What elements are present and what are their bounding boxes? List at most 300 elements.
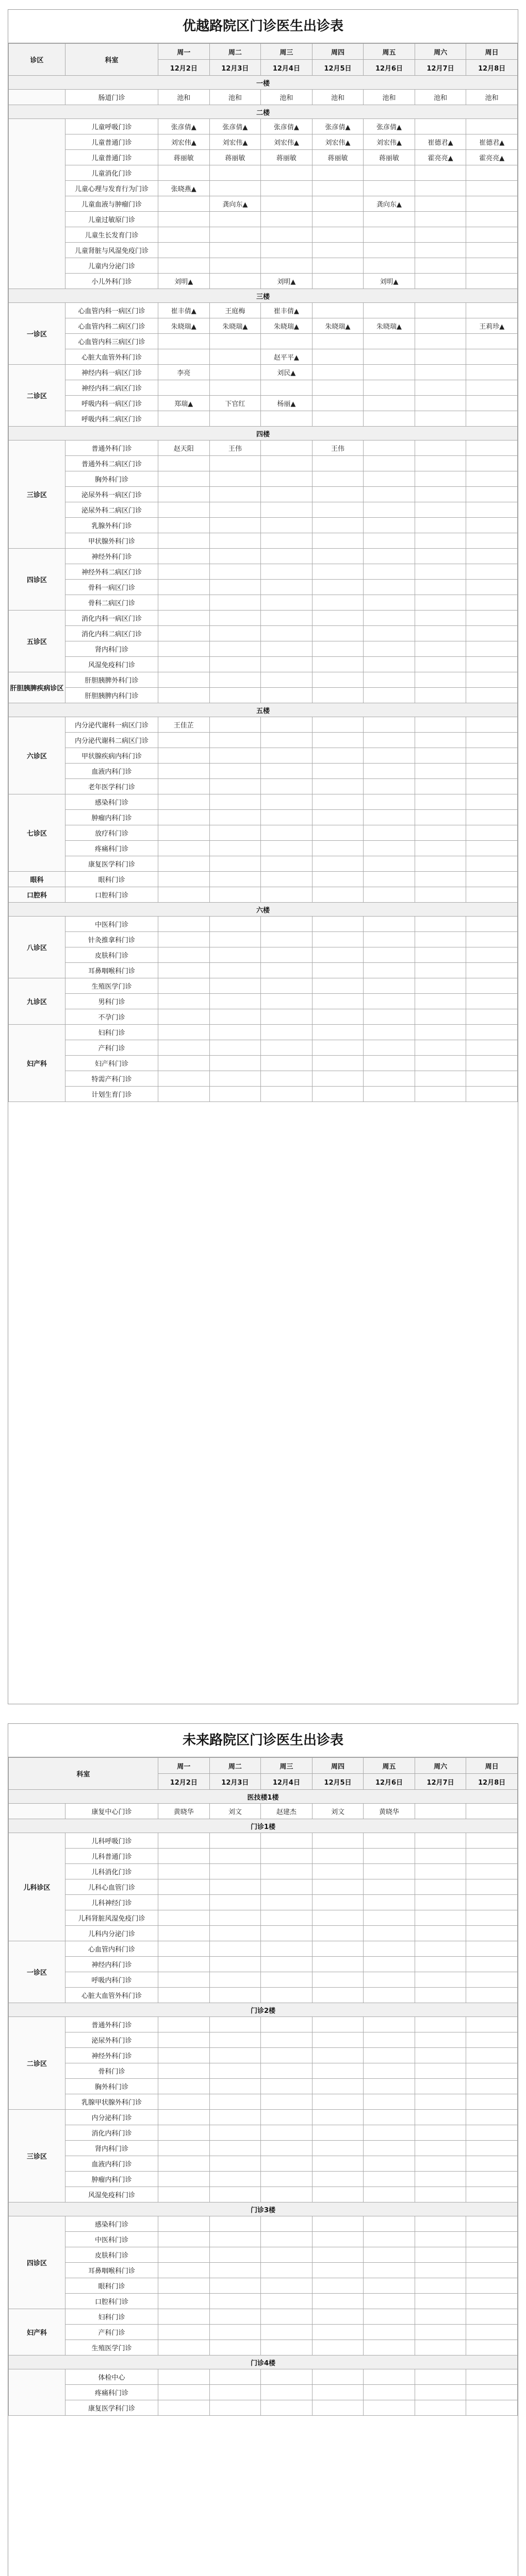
doctor-cell	[415, 303, 466, 318]
doctor-cell	[261, 2141, 313, 2156]
doctor-cell	[312, 487, 364, 502]
doctor-cell	[364, 580, 415, 595]
doctor-cell	[415, 2032, 466, 2048]
table-row	[9, 2079, 518, 2094]
table-row	[9, 456, 518, 471]
doctor-cell	[312, 1087, 364, 1102]
doctor-cell	[261, 471, 313, 487]
table-row	[9, 887, 518, 903]
floor-row	[9, 1819, 518, 1833]
doctor-cell	[158, 227, 210, 243]
doctor-cell	[209, 2048, 261, 2063]
dept-cell: 泌尿外科一病区门诊	[65, 487, 158, 502]
doctor-cell	[466, 1879, 518, 1895]
doctor-cell	[312, 2369, 364, 2385]
doctor-cell	[158, 533, 210, 549]
doctor-cell	[158, 657, 210, 672]
area-cell: 妇产科	[9, 1025, 65, 1102]
doctor-cell	[209, 274, 261, 289]
doctor-cell	[158, 779, 210, 794]
floor-row	[9, 427, 518, 440]
doctor-cell	[364, 1833, 415, 1849]
doctor-cell	[466, 2032, 518, 2048]
doctor-cell	[261, 1972, 313, 1988]
doctor-cell	[312, 2110, 364, 2125]
doctor-cell	[415, 963, 466, 978]
doctor-cell	[261, 856, 313, 872]
doctor-cell	[466, 1849, 518, 1864]
doctor-cell	[209, 2156, 261, 2172]
doctor-cell	[261, 487, 313, 502]
doctor-cell	[415, 2385, 466, 2400]
doctor-cell	[415, 580, 466, 595]
doctor-cell	[364, 595, 415, 611]
doctor-cell	[261, 2369, 313, 2385]
doctor-cell	[466, 334, 518, 349]
doctor-cell	[158, 2309, 210, 2325]
doctor-cell	[312, 227, 364, 243]
doctor-cell	[364, 2232, 415, 2247]
area-cell: 儿科诊区	[9, 1833, 65, 1941]
doctor-cell	[415, 657, 466, 672]
doctor-cell	[415, 748, 466, 764]
doctor-cell	[261, 978, 313, 994]
doctor-cell	[209, 611, 261, 626]
doctor-cell	[415, 334, 466, 349]
dept-cell: 乳腺甲状腺外科门诊	[65, 2094, 158, 2110]
doctor-cell	[261, 825, 313, 841]
doctor-cell	[158, 1056, 210, 1071]
doctor-cell	[209, 2309, 261, 2325]
doctor-cell	[415, 2017, 466, 2032]
table-row	[9, 2094, 518, 2110]
doctor-cell: 崔德君▲	[466, 134, 518, 150]
schedule-body	[9, 76, 518, 1102]
doctor-cell	[415, 1071, 466, 1087]
floor-row	[9, 2003, 518, 2017]
doctor-cell	[209, 471, 261, 487]
table-row	[9, 580, 518, 595]
doctor-cell	[312, 672, 364, 688]
doctor-cell	[466, 1941, 518, 1957]
doctor-cell	[415, 440, 466, 456]
floor-label: 六楼	[9, 903, 518, 917]
doctor-cell	[158, 1957, 210, 1972]
doctor-cell: 霍亮亮▲	[466, 150, 518, 165]
doctor-cell	[415, 349, 466, 365]
doctor-cell	[209, 733, 261, 748]
doctor-cell	[209, 641, 261, 657]
doctor-cell	[312, 196, 364, 212]
doctor-cell	[364, 165, 415, 181]
doctor-cell	[158, 794, 210, 810]
doctor-cell	[364, 181, 415, 196]
doctor-cell	[466, 994, 518, 1009]
doctor-cell	[415, 243, 466, 258]
floor-row	[9, 903, 518, 917]
doctor-cell	[415, 549, 466, 564]
doctor-cell	[364, 611, 415, 626]
doctor-cell	[209, 2294, 261, 2309]
doctor-cell	[466, 825, 518, 841]
header-date: 12月5日	[312, 60, 364, 76]
table-row	[9, 1833, 518, 1849]
doctor-cell	[158, 2325, 210, 2340]
doctor-cell	[312, 872, 364, 887]
dept-cell: 男科门诊	[65, 994, 158, 1009]
floor-row	[9, 703, 518, 717]
doctor-cell	[415, 794, 466, 810]
table-row	[9, 963, 518, 978]
doctor-cell	[261, 380, 313, 396]
header-day: 周三	[261, 44, 313, 60]
doctor-cell	[158, 334, 210, 349]
doctor-cell	[209, 626, 261, 641]
doctor-cell	[261, 595, 313, 611]
doctor-cell	[364, 2294, 415, 2309]
doctor-cell	[261, 1988, 313, 2003]
doctor-cell	[466, 764, 518, 779]
doctor-cell	[312, 2079, 364, 2094]
dept-cell: 肠道门诊	[65, 90, 158, 105]
header-date: 12月2日	[158, 60, 210, 76]
table-row	[9, 274, 518, 289]
dept-cell: 神经外科二病区门诊	[65, 564, 158, 580]
dept-cell: 儿科内分泌门诊	[65, 1926, 158, 1941]
doctor-cell	[261, 641, 313, 657]
doctor-cell	[158, 856, 210, 872]
doctor-cell	[364, 856, 415, 872]
doctor-cell	[209, 794, 261, 810]
doctor-cell	[261, 243, 313, 258]
doctor-cell	[209, 365, 261, 380]
dept-cell: 老年医学科门诊	[65, 779, 158, 794]
doctor-cell	[364, 1087, 415, 1102]
doctor-cell	[415, 2048, 466, 2063]
header-date: 12月4日	[261, 60, 313, 76]
doctor-cell	[466, 2325, 518, 2340]
doctor-cell	[158, 456, 210, 471]
doctor-cell	[415, 1009, 466, 1025]
doctor-cell	[209, 1025, 261, 1040]
doctor-cell	[415, 1910, 466, 1926]
doctor-cell	[158, 471, 210, 487]
doctor-cell	[415, 764, 466, 779]
doctor-cell	[158, 2094, 210, 2110]
floor-row	[9, 1790, 518, 1804]
doctor-cell	[415, 994, 466, 1009]
dept-cell: 口腔科门诊	[65, 2294, 158, 2309]
doctor-cell	[209, 533, 261, 549]
doctor-cell	[209, 595, 261, 611]
area-cell: 眼科	[9, 872, 65, 887]
area-cell: 妇产科	[9, 2309, 65, 2355]
doctor-cell	[466, 1988, 518, 2003]
doctor-cell	[261, 2309, 313, 2325]
dept-cell: 儿童血液与肿瘤门诊	[65, 196, 158, 212]
table-row	[9, 1941, 518, 1957]
doctor-cell	[209, 227, 261, 243]
doctor-cell: 刘宏伟▲	[209, 134, 261, 150]
doctor-cell	[209, 2017, 261, 2032]
doctor-cell	[209, 1910, 261, 1926]
doctor-cell	[261, 947, 313, 963]
table-row	[9, 672, 518, 688]
doctor-cell	[364, 549, 415, 564]
table-row	[9, 196, 518, 212]
doctor-cell	[209, 672, 261, 688]
header-dept: 科室	[9, 1758, 158, 1790]
dept-cell: 神经内科门诊	[65, 1957, 158, 1972]
doctor-cell: 崔丰倩▲	[261, 303, 313, 318]
doctor-cell	[261, 611, 313, 626]
dept-cell: 儿童过敏原门诊	[65, 212, 158, 227]
doctor-cell	[158, 595, 210, 611]
doctor-cell	[209, 917, 261, 932]
doctor-cell	[209, 2247, 261, 2263]
doctor-cell	[466, 2232, 518, 2247]
doctor-cell	[261, 2172, 313, 2187]
doctor-cell	[364, 1879, 415, 1895]
doctor-cell	[261, 994, 313, 1009]
doctor-cell	[312, 2187, 364, 2202]
doctor-cell	[312, 181, 364, 196]
doctor-cell	[466, 580, 518, 595]
doctor-cell	[312, 2172, 364, 2187]
doctor-cell	[466, 779, 518, 794]
doctor-cell	[415, 365, 466, 380]
doctor-cell	[312, 1957, 364, 1972]
header-row-days	[9, 1758, 518, 1774]
doctor-cell	[466, 274, 518, 289]
doctor-cell	[261, 196, 313, 212]
doctor-cell	[312, 657, 364, 672]
doctor-cell	[209, 1941, 261, 1957]
table-row	[9, 733, 518, 748]
doctor-cell	[466, 2079, 518, 2094]
doctor-cell	[312, 1025, 364, 1040]
doctor-cell	[312, 2232, 364, 2247]
doctor-cell	[466, 794, 518, 810]
area-cell: 二诊区	[9, 365, 65, 427]
doctor-cell	[158, 2017, 210, 2032]
dept-cell: 神经外科门诊	[65, 549, 158, 564]
doctor-cell	[415, 1941, 466, 1957]
doctor-cell	[261, 1009, 313, 1025]
doctor-cell	[415, 947, 466, 963]
dept-cell: 内分泌科门诊	[65, 2110, 158, 2125]
doctor-cell	[261, 733, 313, 748]
doctor-cell	[415, 688, 466, 703]
table-row	[9, 611, 518, 626]
header-day: 周六	[415, 1758, 466, 1774]
doctor-cell	[466, 2141, 518, 2156]
doctor-cell	[466, 502, 518, 518]
doctor-cell	[209, 518, 261, 533]
dept-cell: 不孕门诊	[65, 1009, 158, 1025]
doctor-cell	[158, 1988, 210, 2003]
doctor-cell	[415, 1879, 466, 1895]
doctor-cell	[158, 1941, 210, 1957]
doctor-cell	[466, 595, 518, 611]
table-row	[9, 471, 518, 487]
doctor-cell	[466, 471, 518, 487]
doctor-cell	[209, 549, 261, 564]
doctor-cell	[364, 947, 415, 963]
doctor-cell	[209, 1957, 261, 1972]
table-row	[9, 595, 518, 611]
doctor-cell: 龚向东▲	[209, 196, 261, 212]
table-row	[9, 2032, 518, 2048]
doctor-cell	[364, 1849, 415, 1864]
dept-cell: 心脏大血管外科门诊	[65, 349, 158, 365]
dept-cell: 儿科神经门诊	[65, 1895, 158, 1910]
doctor-cell	[415, 2156, 466, 2172]
doctor-cell	[466, 2172, 518, 2187]
table-row	[9, 2172, 518, 2187]
doctor-cell	[158, 641, 210, 657]
doctor-cell	[466, 2048, 518, 2063]
doctor-cell	[415, 2110, 466, 2125]
doctor-cell	[209, 2369, 261, 2385]
doctor-cell	[158, 1071, 210, 1087]
doctor-cell	[415, 165, 466, 181]
doctor-cell	[261, 1056, 313, 1071]
doctor-cell	[158, 1849, 210, 1864]
table-row	[9, 2278, 518, 2294]
header-day: 周一	[158, 44, 210, 60]
doctor-cell	[466, 887, 518, 903]
doctor-cell	[209, 411, 261, 427]
doctor-cell	[209, 564, 261, 580]
doctor-cell	[158, 994, 210, 1009]
doctor-cell	[261, 1957, 313, 1972]
doctor-cell	[364, 1025, 415, 1040]
doctor-cell	[209, 2079, 261, 2094]
doctor-cell	[312, 1879, 364, 1895]
header-day: 周四	[312, 44, 364, 60]
doctor-cell	[466, 456, 518, 471]
doctor-cell	[364, 733, 415, 748]
dept-cell: 泌尿外科门诊	[65, 2032, 158, 2048]
dept-cell: 消化内科一病区门诊	[65, 611, 158, 626]
doctor-cell	[209, 258, 261, 274]
doctor-cell	[364, 564, 415, 580]
dept-cell: 肿瘤内科门诊	[65, 810, 158, 825]
dept-cell: 耳鼻咽喉科门诊	[65, 963, 158, 978]
doctor-cell	[209, 212, 261, 227]
doctor-cell	[415, 212, 466, 227]
doctor-cell	[364, 471, 415, 487]
area-cell: 一诊区	[9, 1941, 65, 2003]
doctor-cell	[364, 2278, 415, 2294]
table-row	[9, 396, 518, 411]
doctor-cell	[209, 502, 261, 518]
doctor-cell	[364, 672, 415, 688]
doctor-cell	[466, 1864, 518, 1879]
doctor-cell	[312, 2048, 364, 2063]
doctor-cell	[158, 887, 210, 903]
dept-cell: 神经内科二病区门诊	[65, 380, 158, 396]
doctor-cell	[158, 243, 210, 258]
header-day: 周五	[364, 1758, 415, 1774]
doctor-cell	[209, 2063, 261, 2079]
table-row	[9, 349, 518, 365]
doctor-cell	[312, 810, 364, 825]
doctor-cell	[364, 518, 415, 533]
doctor-cell	[312, 978, 364, 994]
doctor-cell	[312, 1056, 364, 1071]
doctor-cell	[312, 841, 364, 856]
doctor-cell	[158, 1879, 210, 1895]
doctor-cell: 王莉珍▲	[466, 318, 518, 334]
doctor-cell	[261, 2094, 313, 2110]
doctor-cell	[364, 2063, 415, 2079]
doctor-cell	[364, 1926, 415, 1941]
doctor-cell	[364, 380, 415, 396]
doctor-cell	[312, 932, 364, 947]
doctor-cell	[415, 2063, 466, 2079]
dept-cell: 呼吸内科门诊	[65, 1972, 158, 1988]
doctor-cell	[364, 1009, 415, 1025]
doctor-cell: 刘宏伟▲	[261, 134, 313, 150]
doctor-cell	[415, 181, 466, 196]
doctor-cell	[312, 779, 364, 794]
doctor-cell: 池和	[415, 90, 466, 105]
doctor-cell	[312, 1040, 364, 1056]
dept-cell: 儿童内分泌门诊	[65, 258, 158, 274]
doctor-cell	[415, 595, 466, 611]
doctor-cell	[364, 2079, 415, 2094]
doctor-cell: 下官红	[209, 396, 261, 411]
header-date: 12月2日	[158, 1774, 210, 1790]
doctor-cell: 刘明▲	[158, 274, 210, 289]
doctor-cell	[364, 2400, 415, 2416]
doctor-cell	[466, 1040, 518, 1056]
doctor-cell: 池和	[261, 90, 313, 105]
doctor-cell	[466, 2156, 518, 2172]
doctor-cell	[415, 2216, 466, 2232]
doctor-cell	[209, 1879, 261, 1895]
doctor-cell	[364, 243, 415, 258]
floor-label: 四楼	[9, 427, 518, 440]
dept-cell: 神经外科门诊	[65, 2048, 158, 2063]
dept-cell: 甲状腺外科门诊	[65, 533, 158, 549]
doctor-cell	[415, 1895, 466, 1910]
doctor-cell	[415, 825, 466, 841]
doctor-cell	[158, 733, 210, 748]
area-cell	[9, 119, 65, 289]
doctor-cell	[415, 1025, 466, 1040]
doctor-cell	[261, 2232, 313, 2247]
doctor-cell	[364, 227, 415, 243]
doctor-cell	[312, 887, 364, 903]
doctor-cell	[415, 1972, 466, 1988]
doctor-cell	[261, 626, 313, 641]
doctor-cell	[209, 487, 261, 502]
doctor-cell	[364, 456, 415, 471]
doctor-cell	[364, 810, 415, 825]
doctor-cell	[364, 2172, 415, 2187]
doctor-cell	[261, 2079, 313, 2094]
doctor-cell	[158, 841, 210, 856]
doctor-cell	[158, 564, 210, 580]
doctor-cell	[312, 2247, 364, 2263]
doctor-cell	[415, 872, 466, 887]
doctor-cell	[209, 2263, 261, 2278]
dept-cell: 口腔科门诊	[65, 887, 158, 903]
doctor-cell	[466, 733, 518, 748]
